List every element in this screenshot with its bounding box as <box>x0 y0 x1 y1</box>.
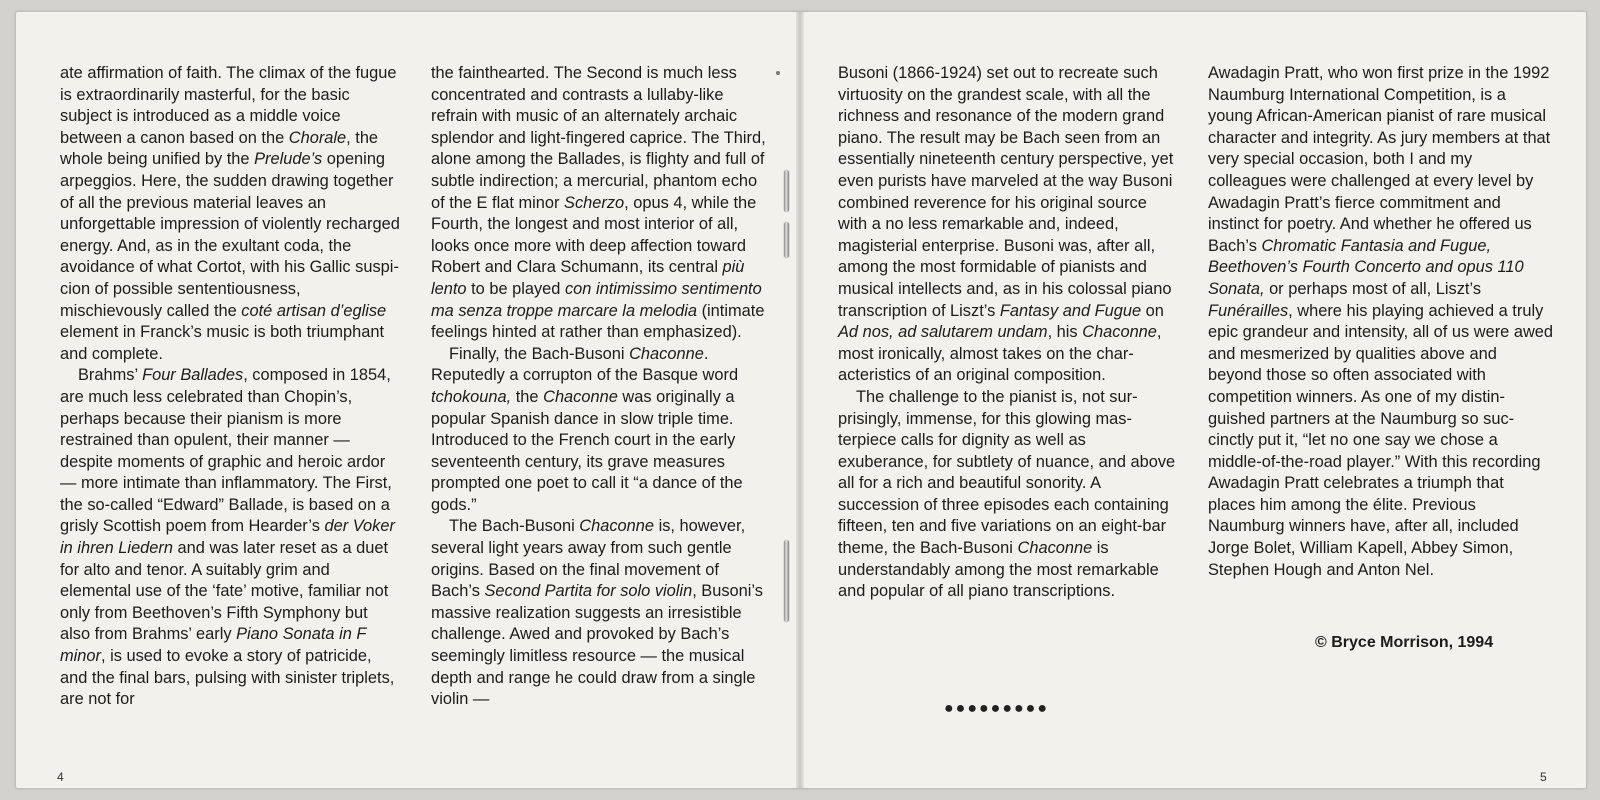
text-run: on <box>1141 301 1164 320</box>
text-run: , Busoni’s massive realization suggests an irresistible challenge. Awed and provoked by Bach’s seemingly limitless resource — the musical depth and range he could draw from a single violin — <box>431 582 763 709</box>
paragraph <box>431 344 771 517</box>
author-credit: © Bryce Morrison, 1994 <box>1315 634 1494 651</box>
italic-title: Ad nos, ad salutarem undam <box>838 323 1048 342</box>
page-number-right: 5 <box>1540 770 1547 784</box>
italic-title: Piano Sonata in F minor <box>60 625 367 666</box>
text-run: . Reputedly a corrupton of the Basque word <box>431 344 739 385</box>
text-run: Finally, the Bach-Busoni <box>449 344 630 363</box>
text-run: element in Franck’s music is both triumphant and complete. <box>60 323 385 363</box>
italic-title: con intimissimo sentimento ma senza troppe marcare la melodia <box>431 279 762 320</box>
italic-title: più lento <box>431 258 745 298</box>
italic-title: Chaconne <box>629 344 704 363</box>
text-run: The challenge to the pianist is, not surprisingly, immense, for this glowing masterpiece calls for dignity as well as exuberance, for subtlety of nuance, and above all for a rich and beautiful sonority. A succession of three episodes each containing fifteen, ten and five variations on an eight-bar theme, the Bach-Busoni <box>838 387 1176 558</box>
text-column-1 <box>60 63 400 711</box>
text-run: the <box>511 387 544 406</box>
italic-title: Chorale <box>288 128 347 147</box>
text-run: , most ironically, almost takes on the characteristics of an original composition. <box>838 323 1162 385</box>
text-run: the fainthearted. The Second is much less concentrated and contrasts a lullaby-like refrain with music of an alternately archaic splendor and light-fingered caprice. The Third, alone among the Ballades, is flighty and full of subtle indirection; a mercurial, phantom echo of the E flat minor <box>431 64 766 212</box>
text-run: and was later reset as a duet for alto and tenor. A suitably grim and elemental use of the ‘fate’ motive, familiar not only from Beethoven’s Fifth Symphony but also from Brahms’ early <box>60 539 389 644</box>
paragraph <box>431 63 771 344</box>
text-run: , composed in 1854, are much less celebrated than Chopin’s, perhaps because their pianism is more restrained than opulent, their manner — despite moments of graphic and heroic ardor — more intimate than inflammatory. The First, the so-called “Edward” Ballade, is based on a grisly Scottish poem from Hearder’s <box>60 366 392 536</box>
italic-title: Fantasy and Fugue <box>999 301 1142 320</box>
text-run: is understandably among the most remarkable and popular of all piano transcriptions. <box>838 539 1159 601</box>
text-run: , is used to evoke a story of patricide, and the final bars, pulsing with sinister triplets, are not for <box>60 647 395 709</box>
text-run: to be played <box>466 279 565 298</box>
text-run: Awadagin Pratt, who won first prize in the 1992 Naumburg International Competition, is a young African-American pianist of rare musical character and integrity. As jury members at that very special occasion, both I and my colleagues were challenged at every level by Awadagin Pratt’s fierce commitment and instinct for poetry. And whether he offered us Bach’s <box>1208 64 1551 255</box>
text-run: opening arpeggios. Here, the sudden drawing together of all the previous material leaves an unforgettable impression of violently recharged energy. And, as in the exultant coda, the avoidance of what Cortot, with his Gallic suspicion of possible sententiousness, mischievously called the <box>60 150 400 320</box>
italic-title: Chaconne <box>543 387 618 406</box>
text-run: or perhaps most of all, Liszt’s <box>1264 279 1482 298</box>
italic-title: Funérailles <box>1208 301 1289 320</box>
italic-title: Four Ballades <box>142 366 244 385</box>
text-run: , the whole being unified by the <box>60 128 379 169</box>
text-run: ate affirmation of faith. The climax of the fugue is extraordinarily masterful, for the basic subject is introduced as a middle voice between a canon based on the <box>60 64 397 147</box>
text-run: (intimate feelings hinted at rather than emphasized). <box>431 301 765 342</box>
italic-title: Prelude’s <box>254 150 323 169</box>
italic-title: Scherzo <box>564 193 625 212</box>
text-run: Brahms’ <box>78 366 143 385</box>
italic-title: Chaconne <box>1017 539 1093 558</box>
text-run: Busoni (1866-1924) set out to recreate such virtuosity on the grandest scale, with all the richness and resonance of the modern grand piano. The result may be Bach seen from an essentially nineteenth century perspective, yet even purists have marveled at the way Busoni combined reverence for his original source with a no less remarkable and, indeed, magisterial enterprise. Busoni was, after all, among the most formidable of pianists and musical intellects and, as in his colossal piano transcription of Liszt’s <box>838 64 1174 320</box>
staple-top <box>784 170 789 212</box>
paragraph <box>838 387 1180 603</box>
paragraph <box>1208 63 1553 581</box>
italic-title: Chaconne <box>579 517 655 536</box>
text-run: was originally a popular Spanish dance in slow triple time. Introduced to the French court in the early seventeenth century, its grave measures prompted one poet to call it “a dance of the gods.” <box>431 387 743 514</box>
text-run: The Bach-Busoni <box>449 517 580 536</box>
italic-title: der Voker in ihren Liedern <box>60 517 395 558</box>
paper-speck <box>776 71 780 75</box>
paragraph <box>60 365 400 711</box>
staple-bottom <box>784 540 789 622</box>
staple-middle <box>784 222 789 258</box>
italic-title: Second Partita for solo violin <box>484 582 693 601</box>
text-column-4 <box>1208 63 1553 581</box>
italic-title: coté artisan d’eglise <box>241 301 387 320</box>
paragraph <box>431 516 771 710</box>
text-run: , opus 4, while the Fourth, the longest and most interior of all, looks once more with deep affection toward Robert and Clara Schumann, its central <box>431 193 757 277</box>
text-column-3 <box>838 63 1180 603</box>
text-run: , his <box>1047 323 1083 342</box>
italic-title: Chromatic Fantasia and Fugue, Beethoven’s Fourth Concerto and opus 110 Sonata, <box>1208 236 1524 298</box>
italic-title: Chaconne <box>1082 323 1157 342</box>
paragraph <box>60 63 400 365</box>
page-number-left: 4 <box>57 770 64 784</box>
section-end-ornament: ●●●●●●●●● <box>944 700 1049 717</box>
text-run: is, however, several light years away from such gentle origins. Based on the final movement of Bach’s <box>431 517 746 601</box>
text-run: , where his playing achieved a truly epic grandeur and intensity, all of us were awed and mesmerized by qualities above and beyond those so often associated with competition winners. As one of my distinguished partners at the Naumburg so succinctly put it, “let no one say we chose a middle-of-the-road player.” With this recording Awadagin Pratt celebrates a triumph that places him among the élite. Previous Naumburg winners have, after all, included Jorge Bolet, William Kapell, Abbey Simon, Stephen Hough and Anton Nel. <box>1208 301 1554 579</box>
booklet-spine <box>796 12 804 788</box>
text-column-2 <box>431 63 771 711</box>
paragraph <box>838 63 1180 387</box>
italic-title: tchokouna, <box>431 387 512 406</box>
